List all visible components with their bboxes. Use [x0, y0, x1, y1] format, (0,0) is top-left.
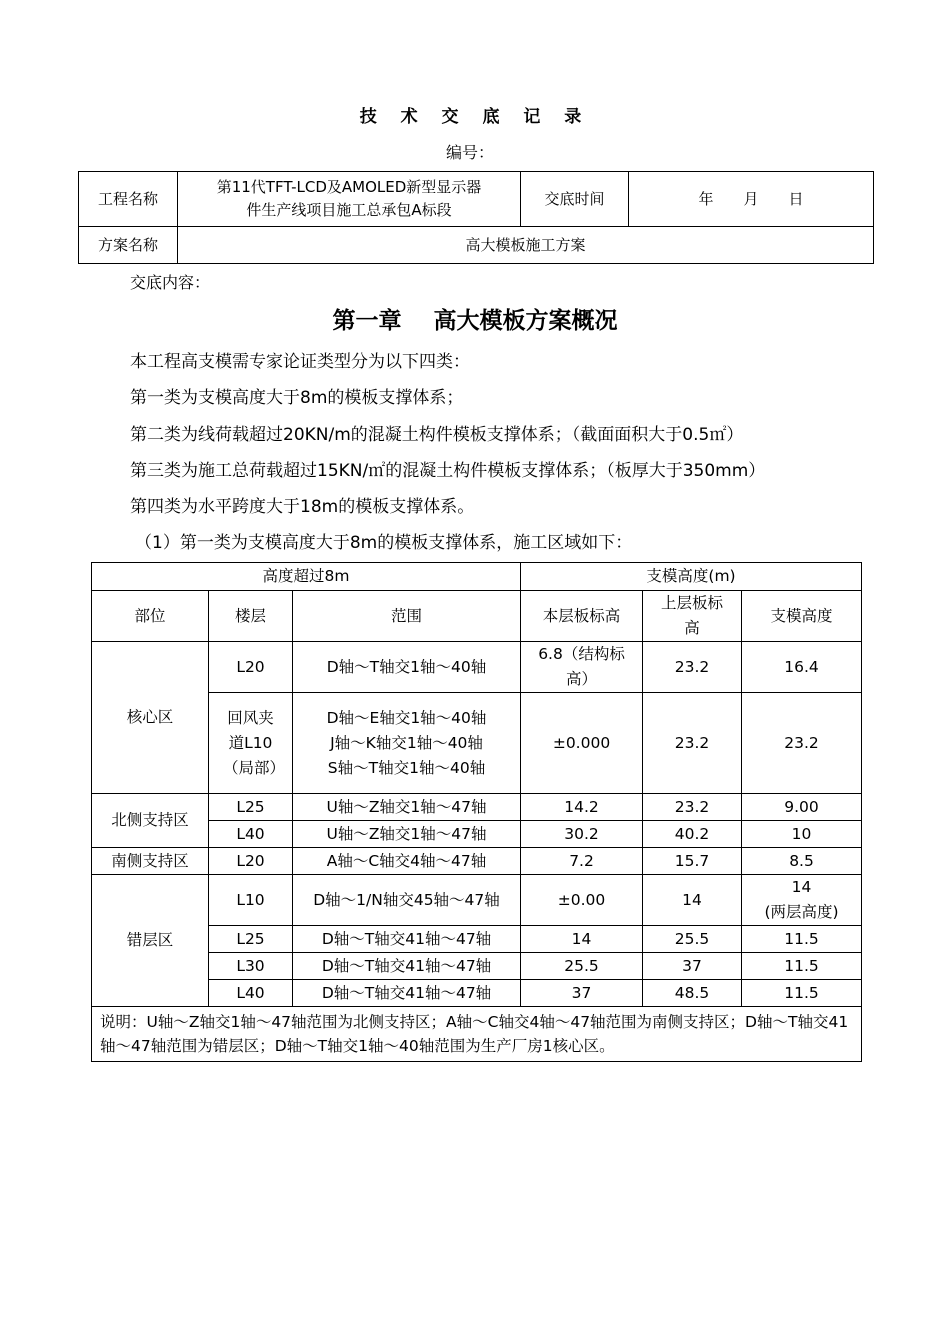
upper-elevation-cell: 48.5 — [643, 980, 742, 1007]
paragraph-type3: 第三类为施工总荷载超过15KN/㎡的混凝土构件模板支撑体系；（板厚大于350mm） — [130, 461, 766, 481]
floor-cell: L25 — [209, 794, 293, 821]
formwork-height-cell: 10 — [742, 821, 862, 848]
range-cell: D轴～T轴交41轴～47轴 — [293, 926, 521, 953]
height-line: (两层高度) — [764, 903, 839, 921]
column-header-formwork-height: 支模高度 — [742, 591, 862, 642]
table-row — [92, 875, 862, 926]
column-header-upper-elevation: 上层板标高 — [643, 591, 742, 642]
paragraph-intro: 本工程高支模需专家论证类型分为以下四类： — [130, 352, 470, 372]
table-row — [92, 642, 862, 693]
table-row — [92, 848, 862, 875]
range-cell — [293, 693, 521, 794]
table-note: 说明：U轴～Z轴交1轴～47轴范围为北侧支持区；A轴～C轴交4轴～47轴范围为南侧支持区；D轴～T轴交41轴～47轴范围为错层区；D轴～T轴交1轴～40轴范围为生产厂房1核心区。 — [92, 1007, 862, 1062]
project-name-line2: 件生产线项目施工总承包A标段 — [246, 201, 452, 219]
upper-elevation-cell: 23.2 — [643, 693, 742, 794]
upper-elevation-cell: 25.5 — [643, 926, 742, 953]
plan-name-label: 方案名称 — [79, 227, 178, 264]
elevation-cell: 25.5 — [521, 953, 643, 980]
elevation-cell: 37 — [521, 980, 643, 1007]
area-south: 南侧支持区 — [92, 848, 209, 875]
elevation-cell: ±0.000 — [521, 693, 643, 794]
table-row — [92, 794, 862, 821]
paragraph-section1: （1）第一类为支模高度大于8m的模板支撑体系，施工区域如下： — [135, 533, 633, 553]
range-cell: D轴～T轴交41轴～47轴 — [293, 980, 521, 1007]
area-split-level: 错层区 — [92, 875, 209, 1007]
column-header-elevation: 本层板标高 — [521, 591, 643, 642]
floor-cell: L10 — [209, 875, 293, 926]
formwork-height-cell: 23.2 — [742, 693, 862, 794]
range-cell: U轴～Z轴交1轴～47轴 — [293, 821, 521, 848]
project-name-value — [178, 172, 521, 227]
column-header-floor: 楼层 — [209, 591, 293, 642]
paragraph-type4: 第四类为水平跨度大于18m的模板支撑体系。 — [130, 497, 475, 517]
formwork-height-cell: 11.5 — [742, 953, 862, 980]
document-title: 技 术 交 底 记 录 — [359, 107, 591, 127]
range-cell: D轴～T轴交41轴～47轴 — [293, 953, 521, 980]
handover-date: 年 月 日 — [629, 172, 874, 227]
upper-elevation-cell: 37 — [643, 953, 742, 980]
group-header-height: 高度超过8m — [92, 563, 521, 591]
elevation-cell: 14 — [521, 926, 643, 953]
column-header-range: 范围 — [293, 591, 521, 642]
range-cell: D轴～T轴交1轴～40轴 — [293, 642, 521, 693]
range-line: J轴～K轴交1轴～40轴 — [330, 733, 483, 752]
formwork-height-cell — [742, 875, 862, 926]
area-north: 北侧支持区 — [92, 794, 209, 848]
upper-elevation-cell: 14 — [643, 875, 742, 926]
upper-elevation-cell: 23.2 — [643, 794, 742, 821]
range-cell: A轴～C轴交4轴～47轴 — [293, 848, 521, 875]
paragraph-type1: 第一类为支模高度大于8m的模板支撑体系； — [130, 388, 464, 408]
range-cell: U轴～Z轴交1轴～47轴 — [293, 794, 521, 821]
formwork-height-cell: 11.5 — [742, 980, 862, 1007]
floor-cell: L20 — [209, 642, 293, 693]
chapter-title: 第一章 高大模板方案概况 — [332, 308, 618, 334]
height-line: 14 — [791, 878, 812, 896]
elevation-cell: 30.2 — [521, 821, 643, 848]
floor-cell: L20 — [209, 848, 293, 875]
elevation-cell: 14.2 — [521, 794, 643, 821]
project-name-line1: 第11代TFT-LCD及AMOLED新型显示器 — [216, 178, 482, 196]
handover-time-label: 交底时间 — [521, 172, 629, 227]
upper-elevation-cell: 23.2 — [643, 642, 742, 693]
range-cell: D轴～1/N轴交45轴～47轴 — [293, 875, 521, 926]
formwork-height-cell: 16.4 — [742, 642, 862, 693]
header-table — [78, 171, 874, 264]
range-line: D轴～E轴交1轴～40轴 — [326, 708, 487, 727]
project-name-label: 工程名称 — [79, 172, 178, 227]
plan-name-value: 高大模板施工方案 — [178, 227, 874, 264]
formwork-height-cell: 11.5 — [742, 926, 862, 953]
upper-elevation-cell: 40.2 — [643, 821, 742, 848]
column-header-area: 部位 — [92, 591, 209, 642]
floor-cell: 回风夹道L10（局部） — [209, 693, 293, 794]
floor-cell: L30 — [209, 953, 293, 980]
group-header-formwork: 支模高度(m) — [521, 563, 862, 591]
upper-elevation-cell: 15.7 — [643, 848, 742, 875]
elevation-cell: 6.8（结构标高） — [521, 642, 643, 693]
formwork-table — [91, 562, 862, 1062]
paragraph-type2: 第二类为线荷载超过20KN/m的混凝土构件模板支撑体系；（截面面积大于0.5㎡） — [130, 425, 744, 445]
formwork-height-cell: 8.5 — [742, 848, 862, 875]
elevation-cell: 7.2 — [521, 848, 643, 875]
formwork-height-cell: 9.00 — [742, 794, 862, 821]
elevation-cell: ±0.00 — [521, 875, 643, 926]
floor-cell: L40 — [209, 980, 293, 1007]
floor-cell: L40 — [209, 821, 293, 848]
floor-cell: L25 — [209, 926, 293, 953]
document-number-label: 编号： — [446, 143, 495, 162]
range-line: S轴～T轴交1轴～40轴 — [327, 758, 486, 777]
content-label: 交底内容： — [130, 273, 211, 292]
area-core: 核心区 — [92, 642, 209, 794]
